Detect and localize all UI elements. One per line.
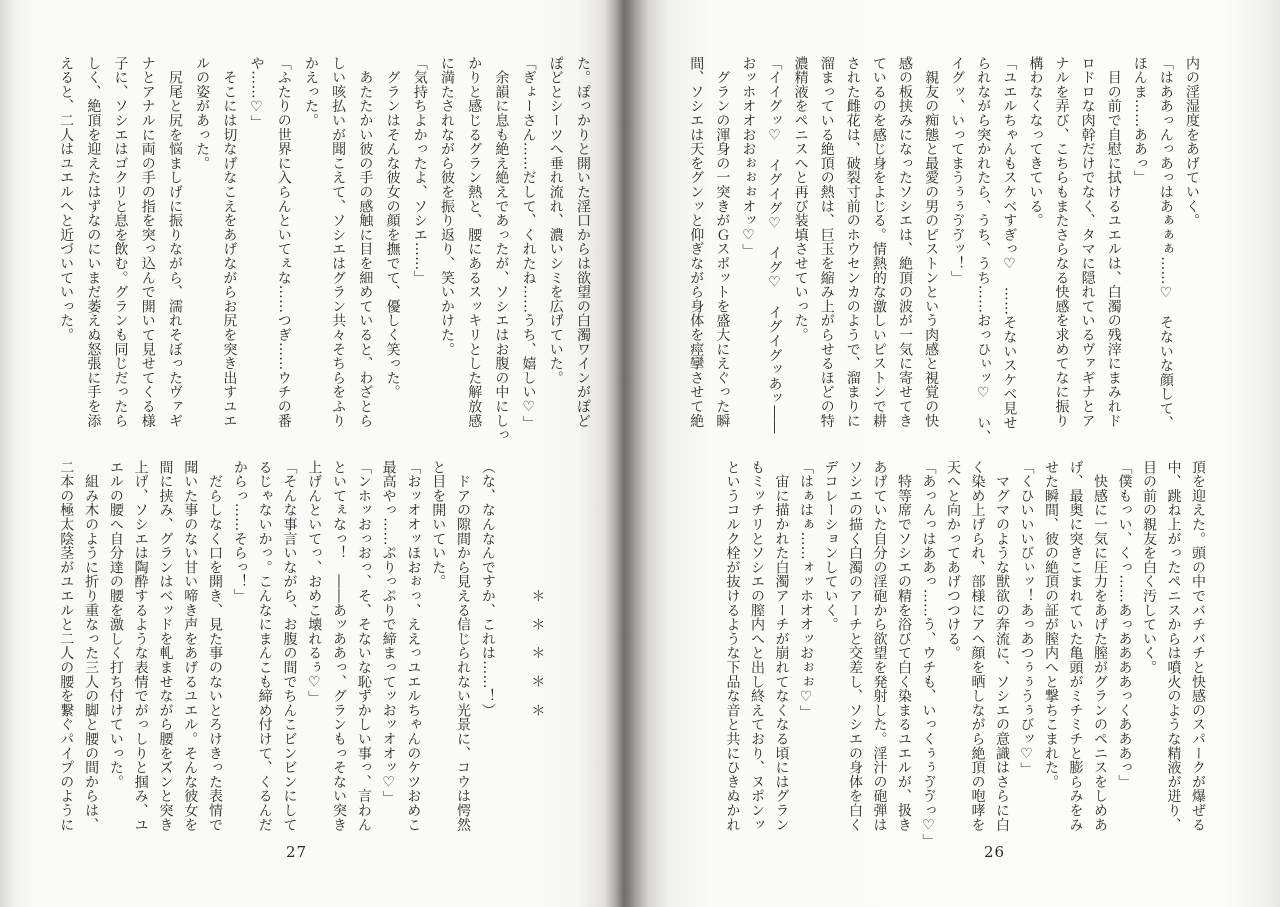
text-column: あげていた自分の淫砲から欲望を発射した。淫汁の砲弾は	[871, 460, 888, 832]
text-column: ソシエの描く白濁のアーチと交差し、ソシエの身体を白く	[847, 460, 863, 832]
text-column: あたたかい彼の手の感触に目を細めていると、わざとら	[357, 56, 374, 428]
text-column: 組み木のように折り重なった三人の脚と腰の間からは、	[83, 460, 100, 832]
text-column: 「ぎょーさん……だして、くれたね……うち、嬉しい♡」	[520, 56, 537, 430]
text-column: や……♡」	[248, 56, 265, 130]
text-column: イグッ、いってまうぅぅゔゔッ！」	[949, 56, 966, 285]
text-column: （な、なんなんですか、これは……！）	[479, 460, 496, 718]
text-column: 特等席でソシエの精を浴びて白く染まるユエルが、扱き	[896, 460, 912, 832]
text-column: 「そんな事言いながら、お腹の間でちんこビンビンにして	[281, 460, 298, 832]
text-column: 宙に描かれた白濁アーチが崩れてなくなる頃にはグラン	[773, 460, 790, 832]
text-column: といてぇなっ！ ――あッああっ、グランもっそない突き	[331, 460, 348, 832]
text-column: 「ユエルちゃんもスケベすぎっ♡ ……そないスケベ見せ	[1001, 56, 1018, 430]
text-column: ナとアナルに両の手の指を突っ込んで開いて見せてくる様	[139, 56, 156, 428]
text-column: く染め上げられ、部様にアヘ顔を晒しながら絶頂の咆哮を	[969, 460, 986, 832]
text-column: しく、絶頂を迎えたはずなのにいまだ萎えぬ怒張に手を添	[85, 56, 102, 428]
text-column: デコレーションしていく。	[822, 460, 839, 632]
text-column: そこには切なげなこえをあげながらお尻を突き出すユエ	[221, 56, 238, 428]
text-column: ているのを感じ身をよじる。情熱的な激しいピストンで耕	[870, 56, 887, 428]
text-column: 目の前で自慰に拭けるユエルは、白濁の残滓にまみれド	[1105, 56, 1122, 428]
text-column: 二本の極太陰茎がユエルと二人の腰を繋ぐパイプのように	[58, 460, 75, 832]
text-column: 聞いた事のない甘い啼き声をあげるユエル。そんな彼女を	[182, 460, 199, 832]
text-column: 「気持ちよかったよ、ソシエ……」	[411, 56, 428, 285]
text-column: ＊ ＊ ＊ ＊ ＊	[529, 460, 546, 718]
text-column: られながら突かれたら、うち、うち……おっひぃッ♡ い、	[975, 56, 992, 445]
text-column: 上げんといてっ、おめこ壊れるぅ♡」	[306, 460, 323, 706]
text-column: おッホオオおおぉぉぉオッ♡」	[740, 56, 757, 259]
text-column: 子に、ソシエはゴクリと息を飲む。グランも同じだったら	[112, 56, 129, 428]
text-column: 余韻に息も絶え絶えであったが、ソシエはお腹の中にしっ	[493, 56, 510, 443]
text-column: 濃精液をペニスへと再び装填させていった。	[792, 56, 809, 342]
text-column: もミッチリとソシエの膣内へと出し終えており、ヌポンッ	[749, 460, 765, 832]
page-26-upper-text-block	[683, 56, 1205, 445]
text-column: かりと感じるグラン熱と、腰にあるスッキリとした解放感	[466, 56, 483, 428]
text-column: 間、ソシエは天をグンッと仰ぎながら身体を痙攣させて絶	[688, 56, 705, 428]
text-column: 天へと向かってあげつつける。	[945, 460, 961, 661]
text-column: 「ふたりの世界に入らんといてぇな……つぎ……ウチの番	[275, 56, 292, 428]
text-column: ナルを弄び、こちらもまたさらなる快感を求めてなに振り	[1053, 56, 1070, 428]
text-column: 溜まっている絶頂の熱は、巨玉を縮み上がらせるほどの特	[818, 56, 835, 428]
text-column: エルの腰へ自分達の腰を激しく打ち付けていった。	[107, 460, 124, 789]
text-column: 頂を迎えた。頭の中でバチバチと快感のスパークが爆ぜる	[1190, 460, 1206, 832]
text-column: 快感に一気に圧力をあげた膣がグランのペニスをしめあ	[1092, 460, 1108, 832]
text-column: された雌花は、破裂寸前のホウセンカのようで、溜まりに	[844, 56, 861, 428]
text-column: 「ンホッおっおっ、そ、そないな恥ずかしい事っ、言わん	[355, 460, 372, 832]
text-column: に満たされながら彼を振り返り、笑いかけた。	[438, 56, 455, 357]
text-column: というコルク栓が抜けるような下品な音と共にひきぬかれ	[724, 460, 741, 832]
text-column: 中、跳ね上がったペニスからは噴火のような精液が迸り、	[1165, 460, 1182, 832]
page-27-lower-text-block	[52, 460, 599, 850]
text-column: かえった。	[302, 56, 319, 128]
text-column: と目を開いていた。	[430, 460, 447, 589]
page-number: 26	[984, 843, 1006, 861]
text-column: 「僕もっい、くっ……あっああああっくあああっ」	[1116, 460, 1133, 789]
text-column: 感の板挟みになったソシエは、絶頂の波が一気に寄せてき	[896, 56, 913, 428]
text-column: ルの姿があった。	[194, 56, 211, 171]
text-column: マグマのような獣欲の奔流に、ソシエの意識はさらに白	[994, 460, 1010, 832]
text-column: 「はぁはぁ……ォッホオオッおぉぉ♡」	[798, 460, 814, 720]
text-column: 「イイグッ♡ イグイグ♡ イグ♡ イグイグッあッ――	[766, 56, 783, 434]
text-column: 「はああっんっあっはあぁぁぁ……♡ そないな顔して、	[1157, 56, 1174, 430]
text-column: ほんま……ああっ」	[1131, 56, 1148, 185]
text-column: からっ……そらっ！」	[231, 460, 248, 603]
text-column: えると、二人はユエルへと近づいていった。	[58, 56, 75, 342]
text-column: 「あっんっはああっ……う、ウチも、いっくぅぅゔゔっ♡」	[920, 460, 937, 849]
text-column: た。ぽっかりと開いた淫口からは欲望の白濁ワインがぽど	[575, 56, 591, 428]
page-number: 27	[286, 843, 308, 861]
text-column: 間に挟み、グランはベッドを軋ませながら腰をズンと突き	[157, 460, 174, 832]
text-column: 目の前の親友を白く汚していく。	[1141, 460, 1157, 675]
text-column: ロドロな肉幹だけでなく、タマに隠れているヴァギナとア	[1079, 56, 1096, 428]
text-column	[549, 460, 574, 850]
text-column: 親友の痴態と最愛の男のピストンという肉感と視覚の快	[923, 56, 940, 428]
text-column: しい咳払いが聞こえて、ソシエはグラン共々そちらをふり	[330, 56, 347, 428]
page-27-upper-text-block	[52, 56, 596, 443]
text-column: るじゃないかっ。こんなにまんこも締め付けて、くるんだ	[256, 460, 273, 832]
text-column: 最高やっ……ぷりっぷりで締まってッおッオオッ♡」	[380, 460, 397, 806]
text-column: 上げ、ソシエは陶酔するような表情でがっしりと掴み、ユ	[132, 460, 149, 832]
text-column: 内の淫湿度をあげていく。	[1184, 56, 1200, 228]
text-column: だらしなく口を開き、見た事のないとろけきった表情で	[207, 460, 224, 832]
text-column: 構わなくなってきている。	[1027, 56, 1044, 228]
text-column	[500, 460, 525, 850]
text-column: 「くひいいいびぃッ！あっあつぅぅうぅびッ♡」	[1018, 460, 1035, 777]
text-column: せた瞬間、彼の絶頂の証が膣内へと撃ちこまれた。	[1043, 460, 1059, 789]
text-column: ぽどとシーツへ垂れ流れ、濃いシミを広げていた。	[547, 56, 564, 385]
text-column: げ、最奥に突きこまれていた亀頭がミチミチと膨らみをみ	[1067, 460, 1084, 832]
text-column	[574, 460, 599, 850]
text-column: グランの渾身の一突きがＧスポットを盛大にえぐった瞬	[714, 56, 731, 428]
text-column: ドアの隙間から見える信じられない光景に、コウは愕然	[455, 460, 472, 832]
text-column: 尻尾と尻を悩ましげに振りながら、濡れそぼったヴァギ	[166, 56, 183, 428]
text-column: グランはそんな彼女の顔を撫でて、優しく笑った。	[384, 56, 401, 400]
text-column: 「おッオオッほおぉっ、ええっユエルちゃんのケツおめこ	[405, 460, 422, 832]
page-26-lower-text-block	[720, 460, 1210, 850]
